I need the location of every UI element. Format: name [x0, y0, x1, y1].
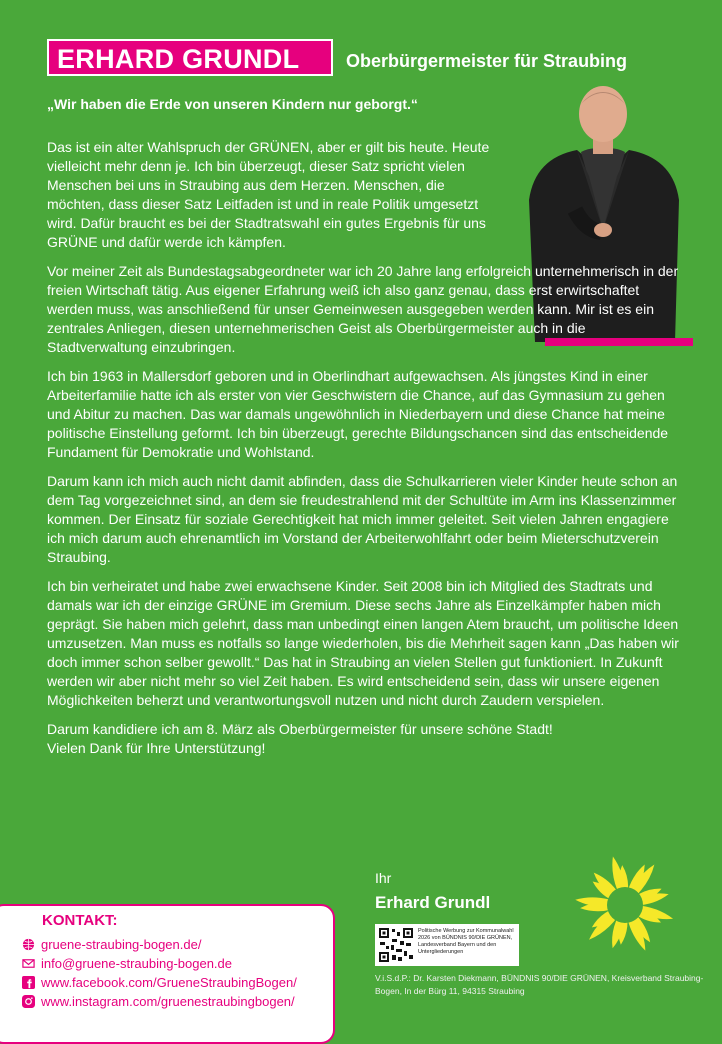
contact-instagram-text: www.instagram.com/gruenestraubingbogen/ [41, 993, 295, 1009]
instagram-icon [22, 995, 35, 1008]
contact-email-text: info@gruene-straubing-bogen.de [41, 955, 232, 971]
paragraph-6: Darum kandidiere ich am 8. März als Oberbürgermeister für unsere schöne Stadt! [47, 721, 553, 737]
signature-greeting: Ihr [375, 870, 392, 886]
contact-instagram[interactable] [22, 992, 295, 1010]
paragraph-5: Ich bin verheiratet und habe zwei erwachsene Kinder. Seit 2008 bin ich Mitglied des Stadtrats und damals war ich der einzige GRÜNE im Gremium. Diese sechs Jahre als Einzelkämpfer haben mich geprägt. Sie haben mich gelehrt, dass man unbedingt einen langen Atem braucht, um politische Ideen umzusetzen. Man muss es notfalls so lange wiederholen, bis die Mehrheit sagen kann „Das haben wir doch immer schon selber gewollt.“ Das hat in Straubing an vielen Stellen gut funktioniert. In Zukunft werden wir aber nicht mehr so viel Zeit haben. Es wird entscheidend sein, dass wir unsere eigenen Möglichkeiten beherzt und verantwortungsvoll nutzen und nicht durch Zaudern verspielen. [47, 578, 679, 708]
qr-code-icon[interactable] [378, 927, 414, 963]
contact-facebook-text: www.facebook.com/GrueneStraubingBogen/ [41, 974, 297, 990]
paragraph-4: Darum kann ich mich auch nicht damit abfinden, dass die Schulkarrieren vieler Kinder heute schon an dem Tag vorgezeichnet sind, an dem sie freudestrahlend mit der Schultüte im Arm ins Klassenzimmer kommen. Der Einsatz für soziale Gerechtigkeit hat mich immer geleitet. Seit vielen Jahren engagiere ich mich darum auch ehrenamtlich im Vorstand der Arbeiterwohlfahrt oder beim Mieterschutzverein Straubing. [47, 473, 678, 565]
paragraph-1: Das ist ein alter Wahlspruch der GRÜNEN, aber er gilt bis heute. Heute vielleicht mehr denn je. Ich bin überzeugt, dieser Satz spricht vielen Menschen bei uns in Straubing aus dem Herzen. Menschen, die möchten, dass dieser Satz Leitfaden ist und in reale Politik umgesetzt wird. Dafür braucht es bei der Stadtratswahl ein gutes Ergebnis für uns GRÜNE und dafür werde ich kämpfen. [47, 139, 490, 250]
article-body [47, 138, 681, 758]
contact-website[interactable] [22, 935, 201, 953]
qr-notice-text: Politische Werbung zur Kommunalwahl 2026 von BÜNDNIS 90/DIE GRÜNEN, Landesverband Bayern und den Untergliederungen [418, 928, 514, 955]
candidate-name-box [47, 39, 333, 76]
paragraph-3: Ich bin 1963 in Mallersdorf geboren und in Oberlindhart aufgewachsen. Als jüngstes Kind in einer Arbeiterfamilie hatte ich als erster von vier Geschwistern die Chance, auf das Gymnasium zu gehen und Abitur zu machen. Das war damals ungewöhnlich in Niederbayern und diese Chance hat meine politische Einstellung geformt. Ich bin überzeugt, gerechte Bildungschancen sind das entscheidende Fundament für Demokratie und Wohlstand. [47, 368, 669, 460]
contact-title: KONTAKT: [42, 912, 118, 929]
visdp-imprint: V.i.S.d.P.: Dr. Karsten Diekmann, BÜNDNIS 90/DIE GRÜNEN, Kreisverband Straubing-Bogen, In der Bürg 11, 94315 Straubing [375, 973, 704, 996]
paragraph-2: Vor meiner Zeit als Bundestagsabgeordneter war ich 20 Jahre lang erfolgreich unternehmerisch in der freien Wirtschaft tätig. Aus eigener Erfahrung weiß ich also ganz genau, dass erst erwirtschaftet werden muss, was anschließend für unser Gemeinwesen ausgegeben werden kann. Mir ist es ein zentrales Anliegen, diesen unternehmerischen Geist als Oberbürgermeister auch in die Stadtverwaltung einzubringen. [47, 263, 679, 355]
candidate-name: ERHARD GRUNDL [57, 44, 300, 74]
qr-notice-box [375, 924, 519, 966]
facebook-icon [22, 976, 35, 989]
contact-facebook[interactable] [22, 973, 297, 991]
globe-icon [22, 938, 35, 951]
mail-icon [22, 957, 35, 970]
signature-name: Erhard Grundl [375, 893, 491, 912]
quote: „Wir haben die Erde von unseren Kindern nur geborgt.“ [47, 96, 418, 112]
candidate-subtitle: Oberbürgermeister für Straubing [346, 51, 628, 71]
sunflower-logo-icon [560, 840, 690, 970]
contact-email[interactable] [22, 954, 232, 972]
contact-website-text: gruene-straubing-bogen.de/ [41, 936, 202, 952]
paragraph-7: Vielen Dank für Ihre Unterstützung! [47, 740, 266, 756]
